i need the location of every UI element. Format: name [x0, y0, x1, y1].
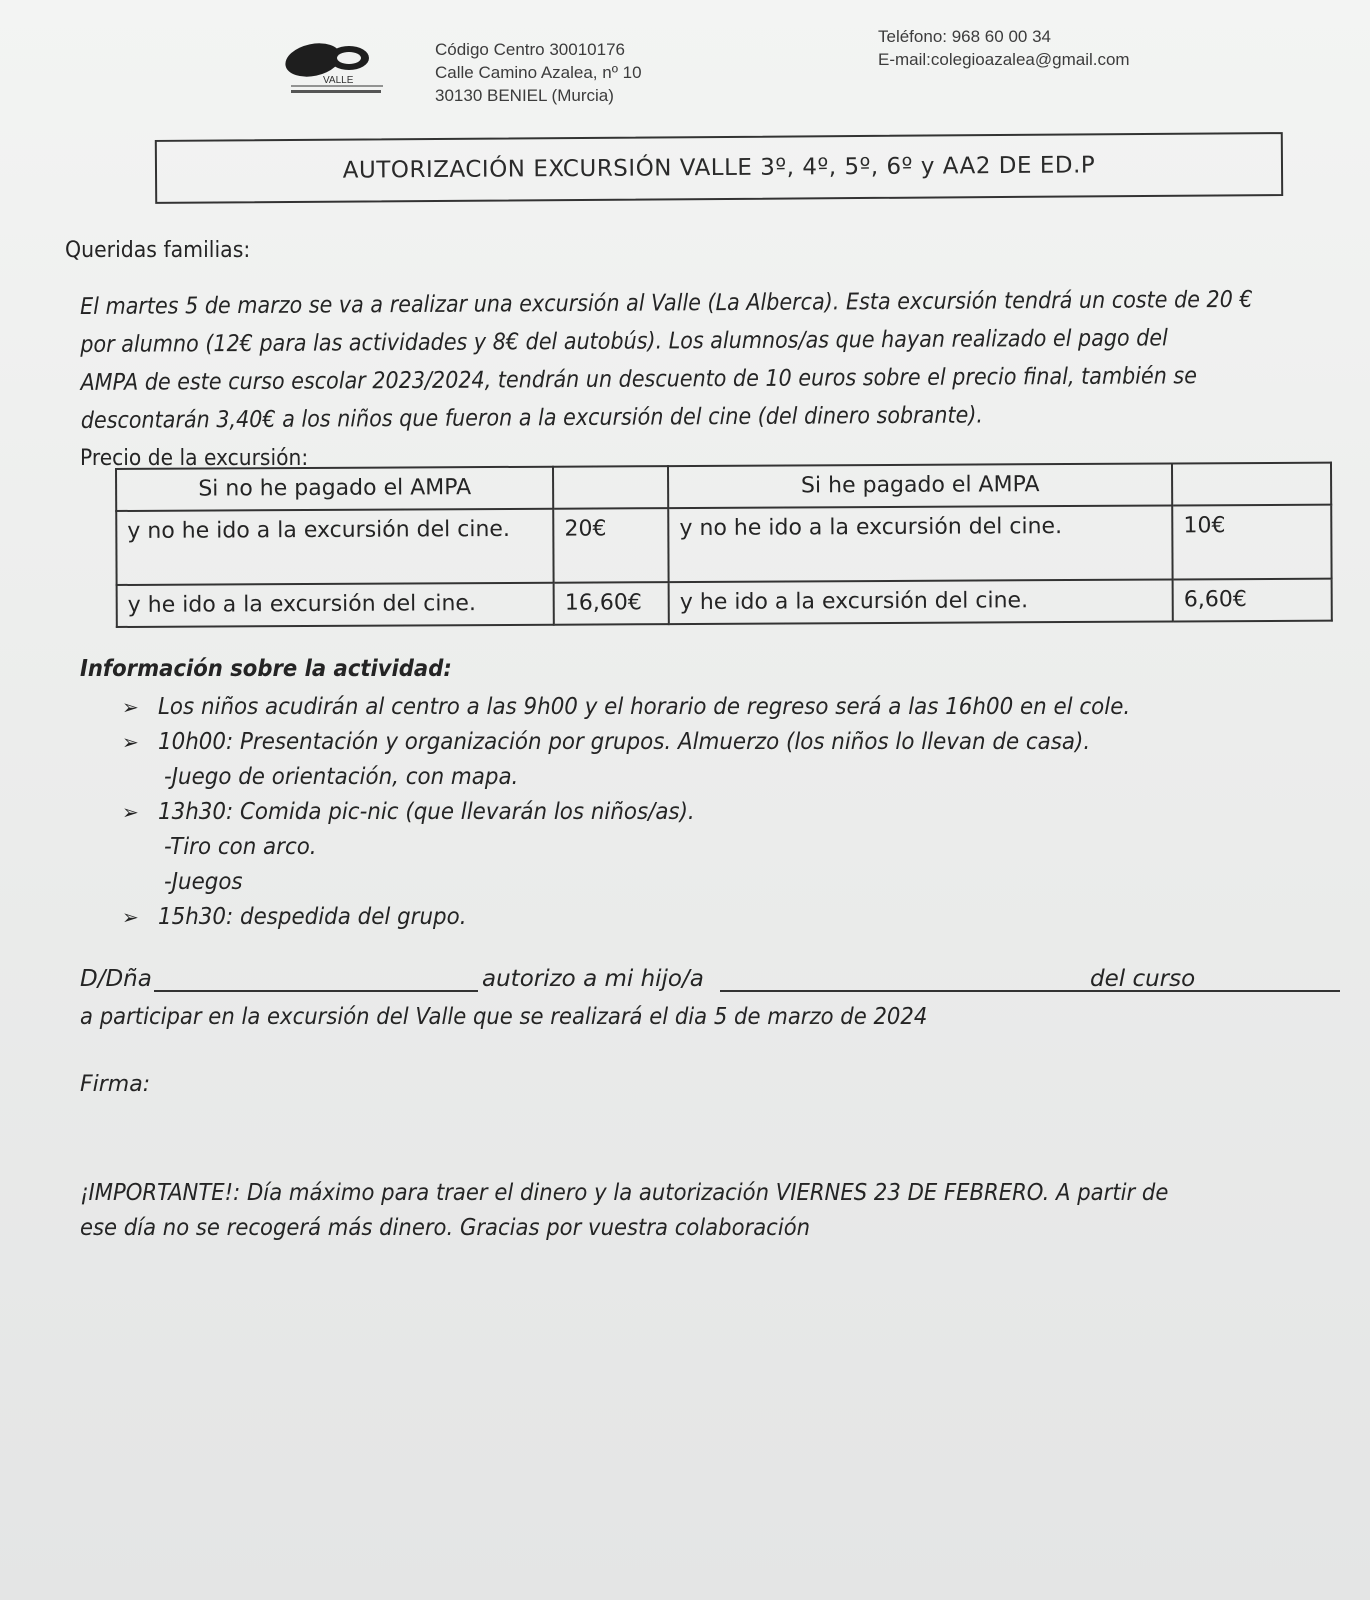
activity-text: Los niños acudirán al centro a las 9h00 y el horario de regreso será a las 16h00 en el cole.	[158, 694, 1131, 720]
row-left-desc: y no he ido a la excursión del cine.	[116, 509, 554, 585]
table-row	[116, 505, 1331, 585]
school-street: Calle Camino Azalea, nº 10	[435, 63, 642, 82]
header-not-paid: Si no he pagado el AMPA	[116, 467, 553, 511]
activity-subitem	[122, 830, 1322, 865]
school-phone: Teléfono: 968 60 00 34	[878, 27, 1051, 46]
parent-name-field[interactable]	[154, 966, 478, 992]
document-title-box	[155, 132, 1283, 204]
school-contact	[878, 25, 1130, 71]
auth-child-label: autorizo a mi hijo/a	[482, 966, 704, 992]
school-logo	[283, 36, 393, 106]
activity-subitem	[122, 760, 1322, 795]
list-item	[122, 900, 1322, 935]
school-city: 30130 BENIEL (Murcia)	[435, 86, 614, 105]
important-line: ese día no se recogerá más dinero. Gracias por vuestra colaboración	[80, 1215, 811, 1241]
intro-paragraph	[80, 281, 1253, 440]
header-empty-cell	[1172, 463, 1331, 506]
intro-line: AMPA de este curso escolar 2023/2024, tendrán un descuento de 10 euros sobre el precio final, también se	[80, 363, 1198, 396]
activity-subitem	[122, 865, 1322, 900]
price-table	[115, 462, 1333, 628]
intro-line: descontarán 3,40€ a los niños que fueron a la excursión del cine (del dinero sobrante).	[80, 402, 984, 434]
row-left-price: 16,60€	[554, 582, 669, 625]
list-item	[122, 725, 1322, 760]
important-note	[80, 1176, 1239, 1246]
school-code: Código Centro 30010176	[435, 40, 625, 59]
activity-text: 10h00: Presentación y organización por grupos. Almuerzo (los niños lo llevan de casa).	[158, 729, 1091, 755]
activity-text: 15h30: despedida del grupo.	[158, 904, 467, 930]
activity-list	[122, 690, 1322, 935]
header-paid: Si he pagado el AMPA	[668, 463, 1172, 508]
child-name-field[interactable]	[720, 966, 1340, 992]
document-title: AUTORIZACIÓN EXCURSIÓN VALLE 3º, 4º, 5º, 6º y AA2 DE ED.P	[342, 152, 1096, 184]
auth-name-label: D/Dña	[80, 966, 152, 992]
authorization-text: a participar en la excursión del Valle que se realizará el dia 5 de marzo de 2024	[80, 1004, 928, 1030]
greeting: Queridas familias:	[65, 238, 251, 263]
auth-course-label: del curso	[1090, 966, 1196, 992]
row-right-price: 6,60€	[1173, 579, 1332, 622]
arrow-bullet-icon: ➢	[122, 905, 139, 929]
school-address	[435, 38, 642, 107]
row-right-desc: y he ido a la excursión del cine.	[669, 579, 1173, 624]
row-left-desc: y he ido a la excursión del cine.	[117, 583, 554, 627]
signature-label: Firma:	[80, 1072, 151, 1097]
activity-text: 13h30: Comida pic-nic (que llevarán los niños/as).	[158, 799, 695, 825]
activity-subitem-text: -Juego de orientación, con mapa.	[164, 764, 519, 790]
activity-subitem-text: -Juegos	[164, 869, 243, 895]
svg-text:VALLE: VALLE	[323, 75, 354, 86]
row-left-price: 20€	[553, 508, 668, 583]
price-label: Precio de la excursión:	[80, 446, 309, 471]
table-row	[117, 579, 1332, 627]
row-right-desc: y no he ido a la excursión del cine.	[668, 505, 1172, 582]
arrow-bullet-icon: ➢	[122, 695, 139, 719]
important-line: ¡IMPORTANTE!: Día máximo para traer el dinero y la autorización VIERNES 23 DE FEBRERO. A partir de	[80, 1180, 1169, 1206]
row-right-price: 10€	[1172, 505, 1331, 580]
arrow-bullet-icon: ➢	[122, 730, 139, 754]
activity-subitem-text: -Tiro con arco.	[164, 834, 317, 860]
school-email: E-mail:colegioazalea@gmail.com	[878, 50, 1130, 69]
price-table-header-row	[116, 463, 1331, 511]
intro-line: El martes 5 de marzo se va a realizar una excursión al Valle (La Alberca). Esta excursión tendrá un coste de 20 €	[80, 286, 1253, 320]
intro-line: por alumno (12€ para las actividades y 8€ del autobús). Los alumnos/as que hayan realizado el pago del	[80, 325, 1168, 358]
activity-info-title: Información sobre la actividad:	[80, 656, 452, 682]
list-item	[122, 690, 1322, 725]
arrow-bullet-icon: ➢	[122, 800, 139, 824]
header-empty-cell	[553, 466, 668, 509]
list-item	[122, 795, 1322, 830]
